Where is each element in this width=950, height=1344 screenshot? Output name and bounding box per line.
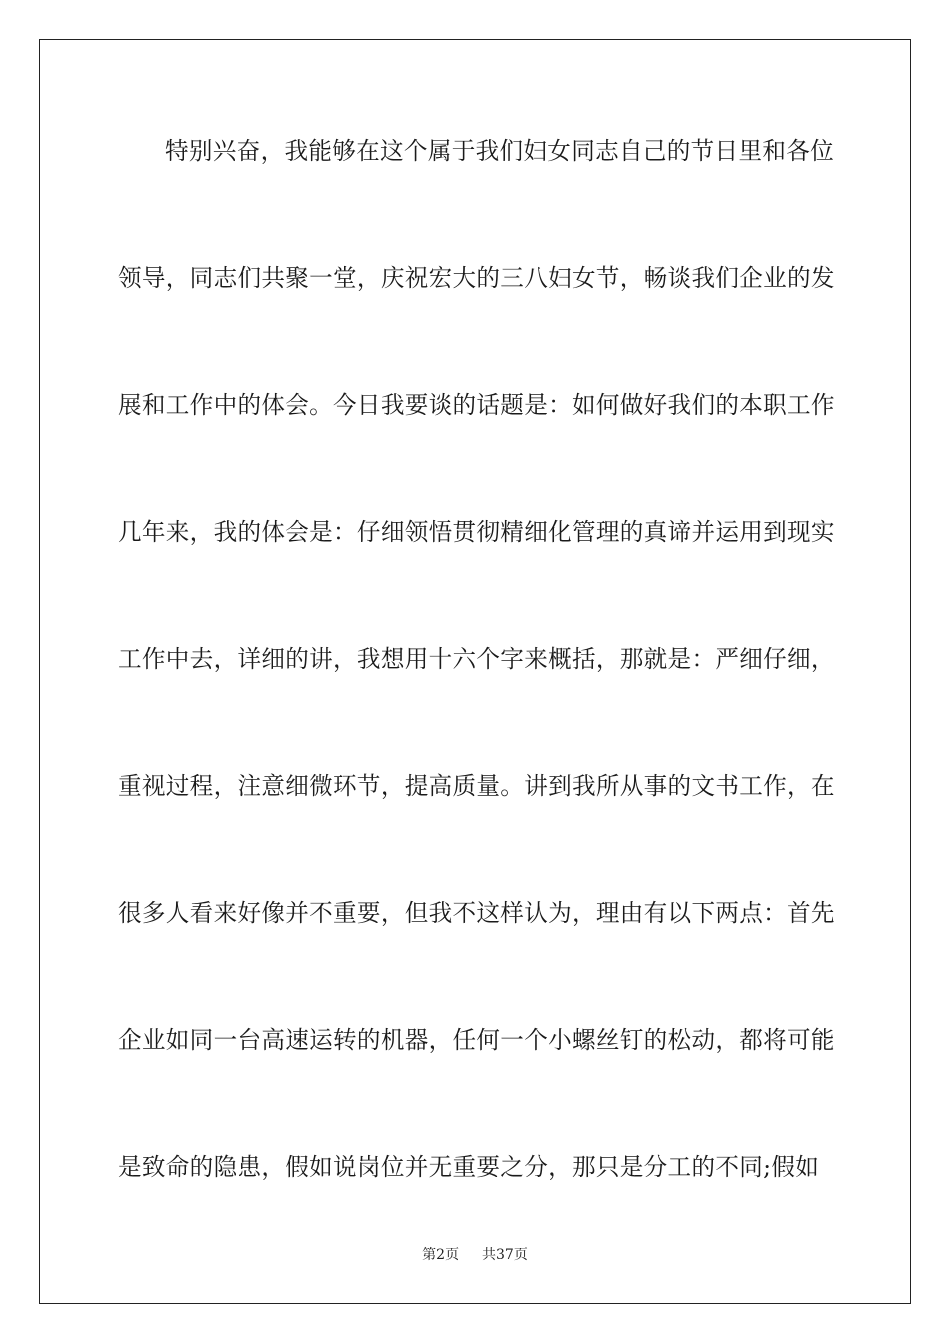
paragraph-line: 工作中去，详细的讲，我想用十六个字来概括，那就是：严细仔细， bbox=[118, 645, 835, 673]
paragraph-line: 几年来，我的体会是：仔细领悟贯彻精细化管理的真谛并运用到现实 bbox=[118, 518, 835, 546]
document-body bbox=[118, 125, 834, 1268]
paragraph-line: 很多人看来好像并不重要，但我不这样认为，理由有以下两点：首先 bbox=[118, 899, 835, 927]
page-footer bbox=[0, 1244, 950, 1264]
paragraph-line: 领导，同志们共聚一堂，庆祝宏大的三八妇女节，畅谈我们企业的发 bbox=[118, 264, 835, 292]
page-total: 共37页 bbox=[482, 1247, 528, 1263]
page-number: 第2页 bbox=[422, 1247, 460, 1263]
paragraph-line: 展和工作中的体会。今日我要谈的话题是：如何做好我们的本职工作 bbox=[118, 391, 835, 419]
paragraph-line: 企业如同一台高速运转的机器，任何一个小螺丝钉的松动，都将可能 bbox=[118, 1026, 835, 1054]
paragraph-line: 重视过程，注意细微环节，提高质量。讲到我所从事的文书工作，在 bbox=[118, 772, 835, 800]
paragraph-line: 特别兴奋，我能够在这个属于我们妇女同志自己的节日里和各位 bbox=[165, 137, 835, 165]
paragraph-line: 是致命的隐患，假如说岗位并无重要之分，那只是分工的不同;假如 bbox=[118, 1153, 820, 1181]
